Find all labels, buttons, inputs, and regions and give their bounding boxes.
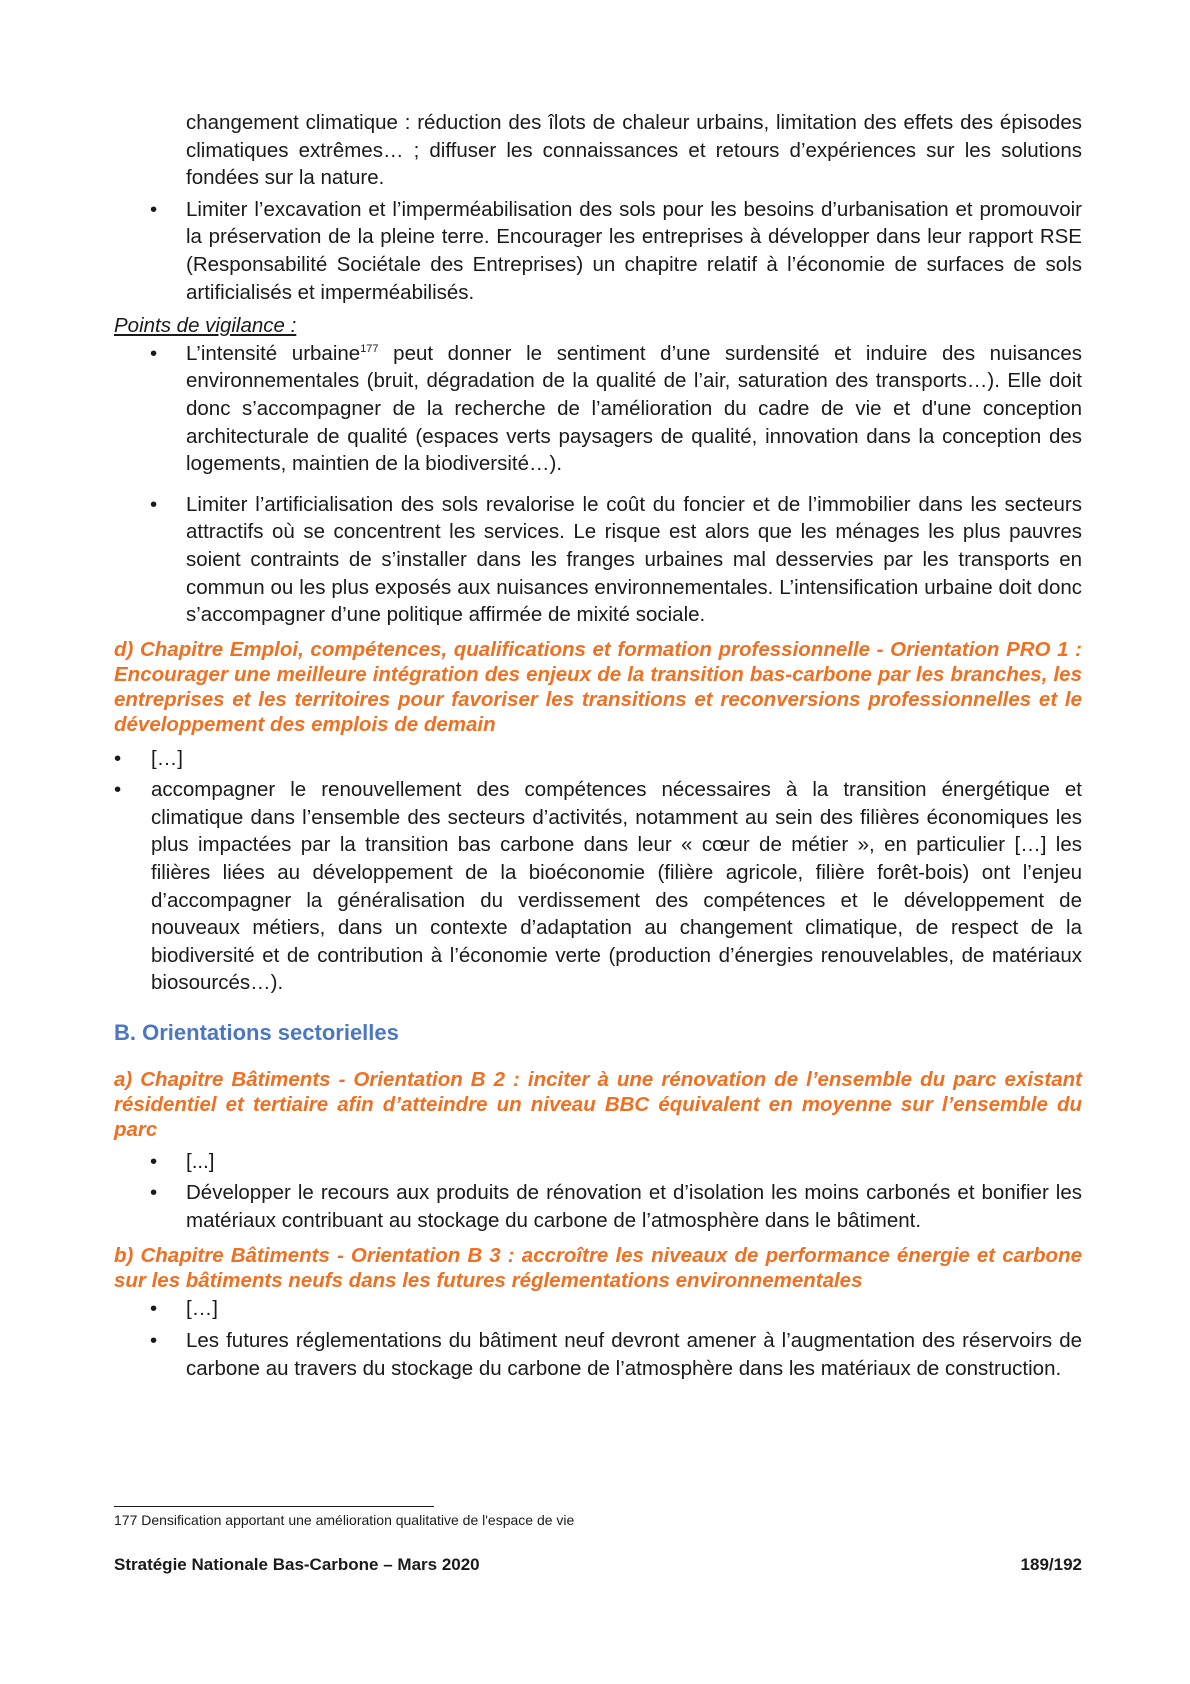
vigilance-text-start: L’intensité urbaine <box>186 341 361 365</box>
chapter-heading-batiments-b2: a) Chapitre Bâtiments - Orientation B 2 : inciter à une rénovation de l’ensemble du parc existant résidentiel et tertiaire afin d’atteindre un niveau BBC équivalent en moyenne sur l’ensemble du parc <box>114 1067 1082 1141</box>
list-item <box>114 491 1082 629</box>
chapter-heading-emploi: d) Chapitre Emploi, compétences, qualifications et formation professionnelle - Orientation PRO 1 : Encourager une meilleure intégration des enjeux de la transition bas-carbone par les branches, les entreprises et les territoires pour favoriser les transitions et reconversions professionnelles et le développement des emplois de demain <box>114 637 1082 736</box>
list-item-text: Les futures réglementations du bâtiment neuf devront amener à l’augmentation des réservoirs de carbone au travers du stockage du carbone de l’atmosphère dans les matériaux de construction. <box>186 1329 1082 1380</box>
list-item <box>114 1295 1082 1323</box>
footer-title: Stratégie Nationale Bas-Carbone – Mars 2020 <box>114 1555 480 1574</box>
bullet-icon: • <box>150 197 158 221</box>
bullet-icon: • <box>150 1181 158 1205</box>
vigilance-text-end: peut donner le sentiment d’une surdensité et induire des nuisances environnementales (bruit, dégradation de la qualité de l’air, saturation des transports…). Elle doit donc s’accompagner de la recherche de l’amélioration du cadre de vie et d'une conception architecturale de qualité (espaces verts paysagers de qualité, innovation dans la conception des logements, maintien de la biodiversité…). <box>186 341 1082 476</box>
footnote <box>114 1512 574 1528</box>
bullet-icon: • <box>114 778 122 802</box>
list-item <box>114 1327 1082 1382</box>
footnote-text: Densification apportant une amélioration qualitative de l'espace de vie <box>141 1512 575 1528</box>
list-item <box>114 340 1082 478</box>
page-content <box>114 109 1082 1382</box>
chapter-heading-batiments-b3: b) Chapitre Bâtiments - Orientation B 3 : accroître les niveaux de performance énergie et carbone sur les bâtiments neufs dans les futures réglementations environnementales <box>114 1244 1082 1293</box>
list-item-text: […] <box>151 746 183 770</box>
bullet-icon: • <box>150 1149 158 1173</box>
bullet-icon: • <box>150 341 158 365</box>
footnote-divider <box>114 1506 434 1507</box>
list-item <box>114 776 1082 997</box>
list-item-text: [...] <box>186 1149 215 1173</box>
vigilance-heading <box>114 312 1082 340</box>
list-item-text: Limiter l’excavation et l’imperméabilisation des sols pour les besoins d’urbanisation et promouvoir la préservation de la pleine terre. Encourager les entreprises à développer dans leur rapport RSE (Responsabilité Sociétale des Entreprises) un chapitre relatif à l’économie de surfaces de sols artificialisés et imperméabilisés. <box>186 197 1082 304</box>
footnote-reference[interactable]: 177 <box>360 342 379 355</box>
list-item <box>114 745 1082 773</box>
list-item <box>114 1179 1082 1234</box>
bullet-icon: • <box>150 1297 158 1321</box>
vigilance-title: Points de vigilance : <box>114 314 297 338</box>
bullet-icon: • <box>150 1329 158 1352</box>
section-heading: B. Orientations sectorielles <box>114 1020 399 1046</box>
page-number: 189/192 <box>1020 1555 1082 1574</box>
list-item-text: Limiter l’artificialisation des sols revalorise le coût du foncier et de l’immobilier dans les secteurs attractifs où se concentrent les services. Le risque est alors que les ménages les plus pauvres soient contraints de s’installer dans les franges urbaines mal desservies par les transports en commun ou les plus exposés aux nuisances environnementales. L’intensification urbaine doit donc s’accompagner d’une politique affirmée de mixité sociale. <box>186 492 1082 627</box>
list-item <box>114 196 1082 306</box>
list-item-text: […] <box>186 1297 218 1321</box>
bullet-icon: • <box>114 746 122 770</box>
list-item <box>114 1148 1082 1176</box>
list-item-text: accompagner le renouvellement des compétences nécessaires à la transition énergétique et climatique dans l’ensemble des secteurs d’activités, notamment au sein des filières économiques les plus impactées par la transition bas carbone dans leur « cœur de métier », en particulier […] les filières liées au développement de la bioéconomie (filière agricole, filière forêt-bois) ont l’enjeu d’accompagner la généralisation du verdissement des compétences et le développement de nouveaux métiers, dans un contexte d’adaptation au changement climatique, de respect de la biodiversité et de contribution à l’économie verte (production d’énergies renouvelables, de matériaux biosourcés…). <box>151 778 1082 995</box>
list-item-text <box>186 342 1082 475</box>
bullet-icon: • <box>150 492 158 516</box>
footnote-number: 177 <box>114 1512 138 1528</box>
paragraph-continuation: changement climatique : réduction des îlots de chaleur urbains, limitation des effets des épisodes climatiques extrêmes… ; diffuser les connaissances et retours d’expériences sur les solutions fondées sur la nature. <box>186 111 1082 190</box>
list-item-text: Développer le recours aux produits de rénovation et d’isolation les moins carbonés et bonifier les matériaux contribuant au stockage du carbone de l’atmosphère dans le bâtiment. <box>186 1181 1082 1232</box>
